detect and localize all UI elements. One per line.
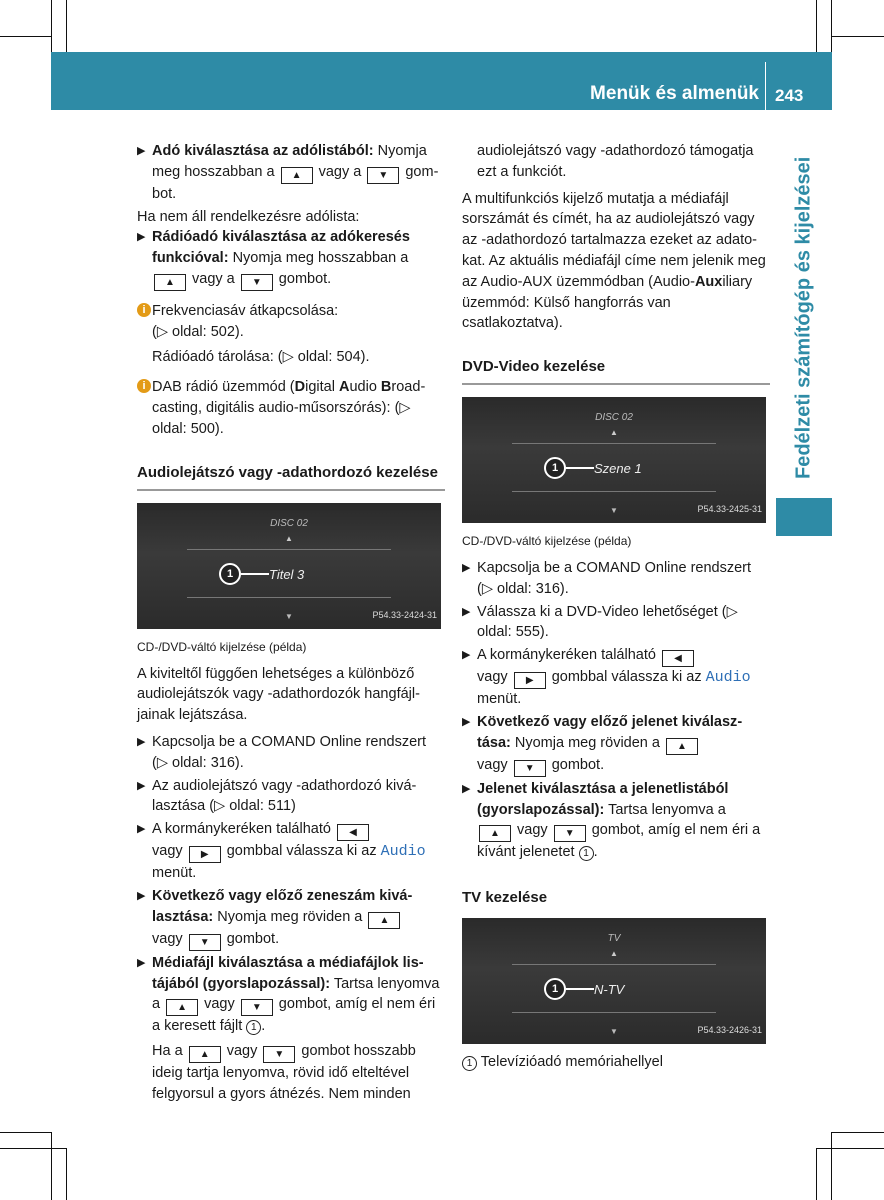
list-item (137, 819, 445, 884)
text: menüt. (152, 865, 197, 882)
crop-mark (816, 0, 817, 52)
callout-line (566, 988, 594, 990)
side-tab-label: Fedélzeti számítógép és kijelzései (792, 156, 815, 479)
text: DAB rádió üzemmód ( (152, 379, 295, 396)
crop-mark (0, 1148, 66, 1149)
right-key-icon: ▶ (189, 846, 221, 863)
callout-ref-icon: 1 (462, 1056, 477, 1071)
screen-divider (187, 597, 391, 598)
down-key-icon: ▼ (367, 167, 399, 184)
audio-menu-label: Audio (380, 843, 426, 861)
callout-number: 1 (544, 978, 566, 1000)
right-key-icon: ▶ (514, 672, 546, 689)
down-key-icon: ▼ (189, 934, 221, 951)
text: vagy (152, 930, 187, 947)
crop-mark (66, 1148, 67, 1200)
list-item (137, 732, 445, 774)
legend-text: Televízióadó memóriahellyel (480, 1054, 663, 1071)
bold-text: Jelenet kiválasztása a jelenetlistából (gyorslapozással): (477, 780, 729, 818)
bullet-arrow-icon: ▶ (462, 561, 471, 574)
callout-number: 1 (219, 563, 241, 585)
screen-up-icon: ▲ (610, 949, 618, 959)
bullet-arrow-icon: ▶ (137, 145, 146, 157)
bold-text: A (338, 379, 350, 396)
text: vagy (222, 1043, 262, 1060)
up-key-icon: ▲ (154, 274, 186, 291)
image-code: P54.33-2426-31 (697, 1025, 762, 1036)
text: Nyomja meg röviden a (510, 734, 664, 751)
text: A multifunkciós kijelző mutatja a médiafájl sorszámát és címét, ha az audiolejátszó vagy az -adathordozó tartalmazza ezeket az adatokat. Az aktuális médiafájl címe nem jelenik meg az Audio-AUX üzemmódban (Audio- (462, 190, 766, 290)
text: Tartsa lenyomva a (152, 975, 440, 1013)
text: Válassza ki a DVD-Video lehetőséget (▷ oldal: 555). (477, 603, 738, 641)
page-section-title: Menük és almenük (590, 83, 759, 104)
list-item (462, 602, 770, 644)
crop-mark (831, 0, 832, 52)
list-item (462, 712, 770, 777)
text: gombbal válassza ki az (547, 669, 706, 686)
text: gombot, amíg el nem éri a keresett fájlt (152, 996, 436, 1035)
text: Nyomja meg röviden a (213, 908, 367, 925)
bullet-arrow-icon: ▶ (462, 649, 471, 662)
crop-mark (0, 36, 51, 37)
info-icon: i (137, 379, 151, 393)
down-key-icon: ▼ (554, 825, 586, 842)
down-key-icon: ▼ (241, 274, 273, 291)
crop-mark (51, 1132, 52, 1200)
text: Nyomja meg hosszabban a (152, 143, 427, 180)
text: Kapcsolja be a COMAND Online rendszert (▷ oldal: 316). (477, 559, 752, 597)
info-note (137, 301, 445, 367)
list-item (137, 953, 445, 1105)
display-screenshot (462, 397, 766, 523)
legend-item (462, 1052, 770, 1073)
bullet-arrow-icon: ▶ (137, 823, 146, 836)
paragraph: Ha nem áll rendelkezésre adólista: (137, 208, 360, 225)
callout-line (566, 467, 594, 469)
screen-down-icon: ▼ (610, 506, 618, 516)
paragraph: audiolejátszó vagy -adathordozó támogatja ezt a funkciót. (477, 143, 754, 180)
text: vagy a (314, 163, 366, 180)
list-item (137, 886, 445, 951)
text: gombot hosszabb ideig tartja lenyomva, rövid idő elteltével felgyorsul a gyors átnézés. Nem minden (152, 1043, 416, 1102)
bold-text: Médiafájl kiválasztása a médiafájlok listájából (gyorslapozással): (152, 954, 424, 992)
text: Ha a (152, 1043, 187, 1060)
down-key-icon: ▼ (263, 1046, 295, 1063)
text: A kormánykeréken található (477, 647, 660, 664)
screen-divider (187, 549, 391, 550)
header-separator (765, 62, 766, 110)
screen-divider (512, 443, 716, 444)
bold-text: D (294, 379, 306, 396)
left-key-icon: ◀ (337, 824, 369, 841)
screen-up-icon: ▲ (285, 533, 293, 543)
text: udio (349, 379, 381, 396)
bullet-arrow-icon: ▶ (137, 779, 146, 792)
figure-caption: CD-/DVD-váltó kijelzése (példa) (137, 639, 307, 654)
screen-disc-label: TV (607, 933, 621, 945)
display-screenshot (137, 503, 441, 629)
screen-title: Szene 1 (594, 461, 642, 477)
text: menüt. (477, 691, 522, 708)
bullet-arrow-icon: ▶ (137, 889, 146, 902)
info-line: (▷ oldal: 502). (152, 323, 244, 340)
image-code: P54.33-2424-31 (372, 609, 437, 620)
text: . (593, 844, 598, 861)
bold-text: Következő vagy előző zeneszám kiválasztása: (152, 887, 413, 925)
screen-divider (512, 491, 716, 492)
crop-mark (816, 1148, 884, 1149)
text: vagy (477, 669, 512, 686)
screen-title: Titel 3 (269, 566, 305, 582)
screen-up-icon: ▲ (610, 428, 618, 438)
section-heading: Audiolejátszó vagy -adathordozó kezelése (137, 462, 445, 491)
crop-mark (831, 1132, 832, 1200)
text: Nyomja meg hosszabban a (228, 250, 409, 267)
crop-mark (66, 0, 67, 52)
bold-text: Következő vagy előző jelenet kiválasztása: (477, 713, 743, 751)
text: Kapcsolja be a COMAND Online rendszert (▷ oldal: 316). (152, 733, 427, 771)
bold-text: B (380, 379, 392, 396)
up-key-icon: ▲ (281, 167, 313, 184)
text: Tartsa lenyomva a (604, 801, 726, 818)
text: gombot. (547, 756, 605, 773)
section-heading: DVD-Video kezelése (462, 356, 770, 385)
text: A kormánykeréken található (152, 821, 335, 838)
left-key-icon: ◀ (662, 650, 694, 667)
paragraph: A kiviteltől függően lehetséges a különböző audiolejátszók vagy -adathordozók hangfájljainak lejátszása. (137, 665, 420, 724)
text: vagy (477, 756, 512, 773)
crop-mark (816, 1148, 817, 1200)
up-key-icon: ▲ (189, 1046, 221, 1063)
crop-mark (832, 1132, 884, 1133)
screen-divider (512, 964, 716, 965)
info-line: Frekvenciasáv átkapcsolása: (152, 302, 339, 319)
display-screenshot (462, 918, 766, 1044)
text: Az audiolejátszó vagy -adathordozó kiválasztása (▷ oldal: 511) (152, 777, 417, 815)
screen-down-icon: ▼ (610, 1027, 618, 1037)
page-number: 243 (775, 86, 804, 105)
bullet-arrow-icon: ▶ (137, 956, 146, 969)
info-line: Rádióadó tárolása: (▷ oldal: 504). (152, 348, 370, 365)
bold-text: Rádióadó kiválasztása az adókeresés funkcióval: (152, 229, 410, 267)
paragraph (462, 189, 770, 335)
side-tab-marker (776, 498, 832, 536)
info-note (137, 377, 445, 439)
bold-text: Adó kiválasztása az adólistából: (152, 143, 374, 159)
crop-mark (832, 36, 884, 37)
screen-disc-label: DISC 02 (595, 412, 633, 424)
list-item (462, 779, 770, 863)
up-key-icon: ▲ (166, 999, 198, 1016)
list-item (137, 141, 445, 205)
text: gombot. (152, 163, 439, 202)
text: vagy (200, 996, 239, 1013)
image-code: P54.33-2425-31 (697, 504, 762, 515)
figure-caption: CD-/DVD-váltó kijelzése (példa) (462, 534, 632, 549)
text: gombot. (222, 930, 280, 947)
up-key-icon: ▲ (479, 825, 511, 842)
screen-disc-label: DISC 02 (270, 517, 308, 529)
left-column (137, 141, 445, 1107)
bullet-arrow-icon: ▶ (137, 231, 146, 244)
screen-title: N-TV (594, 982, 625, 998)
callout-line (241, 573, 269, 575)
down-key-icon: ▼ (514, 760, 546, 777)
callout-ref-icon: 1 (579, 846, 594, 861)
bullet-arrow-icon: ▶ (462, 605, 471, 618)
list-item (462, 558, 770, 600)
screen-divider (512, 1012, 716, 1013)
right-column (462, 141, 770, 1073)
down-key-icon: ▼ (241, 999, 273, 1016)
callout-number: 1 (544, 457, 566, 479)
list-item-paragraph (152, 1041, 445, 1105)
screen-down-icon: ▼ (285, 611, 293, 621)
crop-mark (0, 1132, 51, 1133)
list-item (137, 227, 445, 291)
crop-mark (51, 0, 52, 52)
section-heading: TV kezelése (462, 889, 548, 907)
text: gombbal válassza ki az (222, 843, 381, 860)
bullet-arrow-icon: ▶ (462, 782, 471, 795)
up-key-icon: ▲ (666, 738, 698, 755)
text: vagy a (188, 270, 239, 287)
text: roadcasting, digitális audio-műsorszórás): (▷ oldal: 500). (152, 379, 426, 437)
audio-menu-label: Audio (705, 669, 751, 687)
bullet-arrow-icon: ▶ (137, 735, 146, 748)
bold-text: Aux (694, 273, 723, 290)
bullet-arrow-icon: ▶ (462, 715, 471, 728)
info-icon: i (137, 303, 151, 317)
text: vagy (513, 822, 552, 839)
list-item (462, 645, 770, 710)
text: iliary üzemmód: Külső hangforrás van csatlakoztatva). (462, 273, 753, 332)
text: . (261, 1018, 266, 1035)
callout-ref-icon: 1 (246, 1020, 261, 1035)
text: gombot. (274, 270, 332, 287)
text: gombot, amíg el nem éri a kívánt jelenetet (477, 822, 761, 861)
list-item (137, 776, 445, 818)
text: igital (305, 379, 339, 396)
up-key-icon: ▲ (368, 912, 400, 929)
text: vagy (152, 843, 187, 860)
